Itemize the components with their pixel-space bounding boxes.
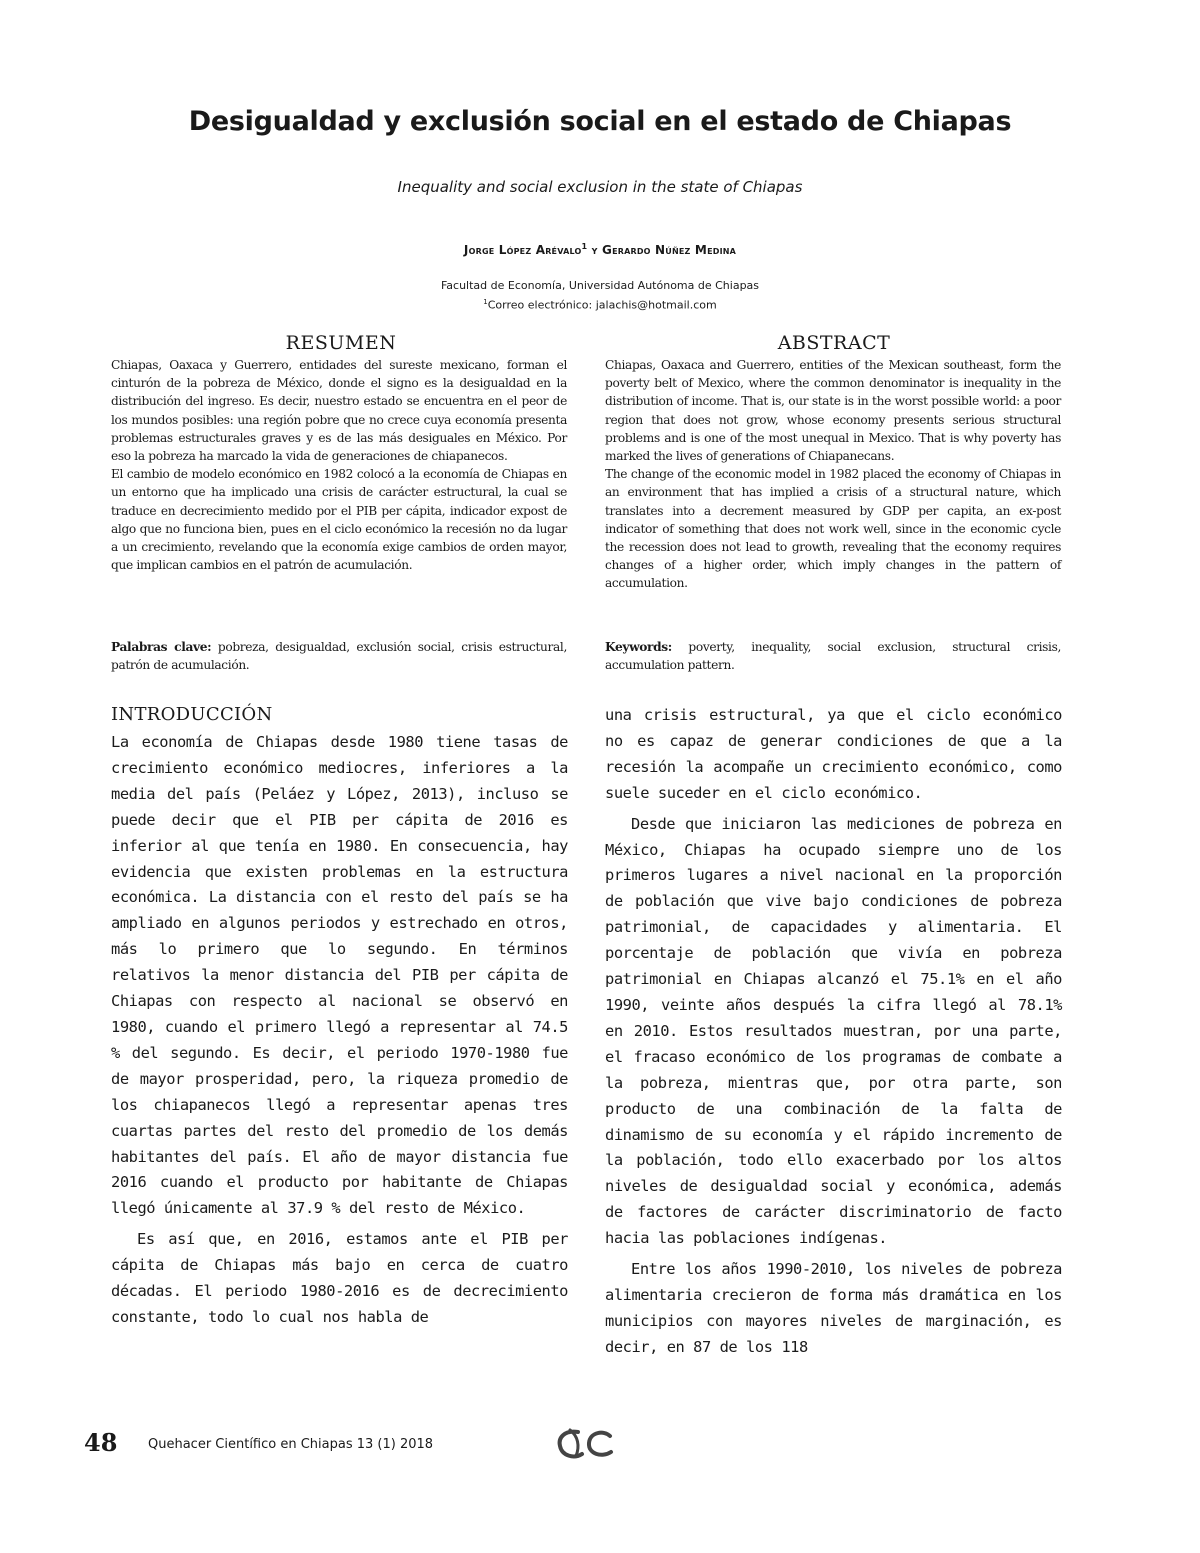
abstract-text (605, 356, 1061, 593)
affiliation: Facultad de Economía, Universidad Autónoma de Chiapas (440, 279, 760, 292)
palabras-clave-label: Palabras clave: (111, 640, 212, 654)
resumen-text (111, 356, 567, 574)
resumen-heading: RESUMEN (285, 332, 397, 354)
section-heading-introduccion: INTRODUCCIÓN (111, 704, 273, 725)
article-subtitle: Inequality and social exclusion in the state of Chiapas (397, 178, 803, 196)
author-1-footnote-mark: 1 (581, 242, 588, 251)
body-right-column (605, 703, 1062, 1361)
page-number: 48 (84, 1428, 118, 1457)
intro-paragraph-1: La economía de Chiapas desde 1980 tiene tasas de crecimiento económico mediocres, inferiores a la media del país (Peláez y López, 2013), incluso se puede decir que el PIB per cápita de 2016 es inferior al que tenía en 1980. En consecuencia, hay evidencia que existen problemas en la estructura económica. La distancia con el resto del país se ha ampliado en algunos periodos y estrechado en otros, más lo primero que lo segundo. En términos relativos la menor distancia del PIB per cápita de Chiapas con respecto al nacional se observó en 1980, cuando el primero llegó a representar al 74.5 % del segundo. Es decir, el periodo 1970-1980 fue de mayor prosperidad, pero, la riqueza promedio de los chiapanecos llegó a representar apenas tres cuartas partes del resto del promedio de los demás habitantes del país. El año de mayor distancia fue 2016 cuando el producto por habitante de Chiapas llegó únicamente al 37.9 % del resto de México. (111, 733, 568, 1218)
resumen-paragraph-1: Chiapas, Oaxaca y Guerrero, entidades del sureste mexicano, forman el cinturón de la pobreza de México, donde el signo es la desigualdad en la distribución del ingreso. Es decir, nuestro estado se encuentra en el peor de los mundos posibles: una región pobre que no crece cuya economía presenta problemas estructurales graves y es de las más desiguales en México. Por eso la pobreza ha marcado la vida de generaciones de chiapanecos. (111, 358, 567, 464)
body-left-column (111, 730, 568, 1331)
intro-paragraph-4: Desde que iniciaron las mediciones de pobreza en México, Chiapas ha ocupado siempre uno de los primeros lugares a nivel nacional en la proporción de población que vive bajo condiciones de pobreza patrimonial, de capacidades y alimentaria. El porcentaje de población que vivía en pobreza patrimonial en Chiapas alcanzó el 75.1% en el año 1990, veinte años después la cifra llegó al 78.1% en 2010. Estos resultados muestran, por una parte, el fracaso económico de los programas de combate a la pobreza, mientras que, por otra parte, son producto de una combinación de la falta de dinamismo de su economía y el rápido incremento de la población, todo ello exacerbado por los altos niveles de desigualdad social y económica, además de factores de carácter discriminatorio de facto hacia las poblaciones indígenas. (605, 814, 1062, 1248)
keywords-label: Keywords: (605, 640, 672, 654)
email-footnote-mark: 1 (483, 298, 488, 306)
palabras-clave (111, 638, 567, 674)
journal-logo-icon (556, 1426, 616, 1462)
article-title: Desigualdad y exclusión social en el estado de Chiapas (188, 106, 1012, 137)
abstract-heading: ABSTRACT (777, 332, 891, 354)
keywords (605, 638, 1061, 674)
resumen-paragraph-2: El cambio de modelo económico en 1982 colocó a la economía de Chiapas en un entorno que ha implicado una crisis de carácter estructural, la cual se traduce en decrecimiento medido por el PIB per cápita, indicador expost de algo que no funciona bien, pues en el ciclo económico la recesión no da lugar a un crecimiento, revelando que la economía exige cambios de orden mayor, que implican cambios en el patrón de acumulación. (111, 467, 567, 573)
intro-paragraph-3: una crisis estructural, ya que el ciclo económico no es capaz de generar condiciones de que a la recesión la acompañe un crecimiento económico, como suele suceder en el ciclo económico. (605, 706, 1062, 802)
email-line (0, 294, 1200, 314)
authors-line (0, 242, 1200, 257)
abstract-paragraph-1: Chiapas, Oaxaca and Guerrero, entities of the Mexican southeast, form the poverty belt of Mexico, where the common denominator is inequality in the distribution of income. That is, our state is in the worst possible world: a poor region that does not grow, whose economy presents serious structural problems and is one of the most unequal in Mexico. That is why poverty has marked the lives of generations of Chiapanecans. (605, 358, 1061, 464)
author-1: Jorge López Arévalo (463, 243, 582, 257)
keywords-text: poverty, inequality, social exclusion, structural crisis, accumulation pattern. (605, 640, 1061, 673)
palabras-clave-text: pobreza, desigualdad, exclusión social, crisis estructural, patrón de acumulación. (111, 640, 567, 673)
intro-paragraph-5: Entre los años 1990-2010, los niveles de pobreza alimentaria crecieron de forma más dramática en los municipios con mayores niveles de marginación, es decir, en 87 de los 118 (605, 1260, 1062, 1356)
author-2: y Gerardo Núñez Medina (587, 243, 737, 257)
journal-citation: Quehacer Científico en Chiapas 13 (1) 2018 (148, 1437, 434, 1452)
affiliation-block (0, 277, 1200, 314)
intro-paragraph-2: Es así que, en 2016, estamos ante el PIB per cápita de Chiapas más bajo en cerca de cuatro décadas. El periodo 1980-2016 es de decrecimiento constante, todo lo cual nos habla de (111, 1230, 568, 1326)
abstract-paragraph-2: The change of the economic model in 1982 placed the economy of Chiapas in an environment that has implied a crisis of a structural nature, which translates into a decrement measured by GDP per capita, an ex-post indicator of something that does not work well, since in the economic cycle the recession does not lead to growth, revealing that the economy requires changes of a higher order, which imply changes in the pattern of accumulation. (605, 467, 1061, 591)
author-email[interactable]: Correo electrónico: jalachis@hotmail.com (487, 298, 717, 312)
